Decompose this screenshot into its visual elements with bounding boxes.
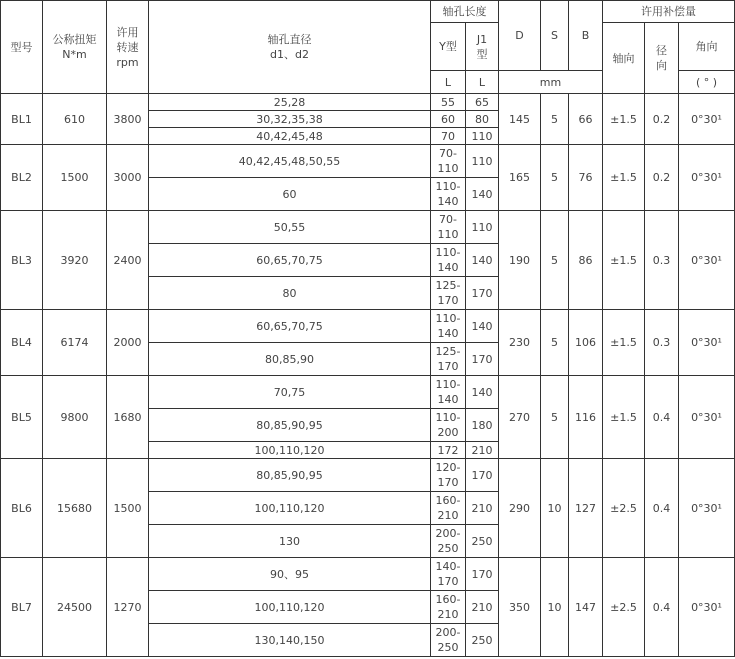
bore-cell: 60,65,70,75 — [149, 310, 431, 343]
header-angular-unit: ( ° ) — [679, 71, 735, 94]
j1-length-cell: 140 — [466, 376, 499, 409]
model-cell: BL4 — [1, 310, 43, 376]
bore-cell: 80,85,90,95 — [149, 459, 431, 492]
y-length-cell: 160- 210 — [431, 492, 466, 525]
speed-cell: 1270 — [107, 558, 149, 657]
S-cell: 5 — [541, 376, 569, 459]
angular-cell: 0°30¹ — [679, 211, 735, 310]
y-length-cell: 70 — [431, 128, 466, 145]
speed-cell: 1500 — [107, 459, 149, 558]
bore-cell: 130,140,150 — [149, 624, 431, 657]
header-speed: 许用 转速 rpm — [107, 1, 149, 94]
header-angular: 角向 — [679, 23, 735, 71]
radial-cell: 0.4 — [645, 558, 679, 657]
angular-cell: 0°30¹ — [679, 558, 735, 657]
bore-cell: 60 — [149, 178, 431, 211]
header-axial: 轴向 — [603, 23, 645, 94]
axial-cell: ±1.5 — [603, 211, 645, 310]
j1-length-cell: 110 — [466, 211, 499, 244]
header-torque: 公称扭矩 N*m — [43, 1, 107, 94]
j1-length-cell: 210 — [466, 591, 499, 624]
B-cell: 127 — [569, 459, 603, 558]
radial-cell: 0.3 — [645, 310, 679, 376]
bore-cell: 40,42,45,48,50,55 — [149, 145, 431, 178]
header-model: 型号 — [1, 1, 43, 94]
angular-cell: 0°30¹ — [679, 376, 735, 459]
j1-length-cell: 170 — [466, 459, 499, 492]
axial-cell: ±1.5 — [603, 310, 645, 376]
radial-cell: 0.4 — [645, 376, 679, 459]
y-length-cell: 172 — [431, 442, 466, 459]
B-cell: 147 — [569, 558, 603, 657]
bore-cell: 80,85,90,95 — [149, 409, 431, 442]
axial-cell: ±1.5 — [603, 376, 645, 459]
model-cell: BL6 — [1, 459, 43, 558]
B-cell: 86 — [569, 211, 603, 310]
torque-cell: 15680 — [43, 459, 107, 558]
y-length-cell: 160- 210 — [431, 591, 466, 624]
j1-length-cell: 110 — [466, 128, 499, 145]
torque-cell: 3920 — [43, 211, 107, 310]
table-row — [1, 558, 735, 591]
axial-cell: ±1.5 — [603, 145, 645, 211]
angular-cell: 0°30¹ — [679, 94, 735, 145]
D-cell: 230 — [499, 310, 541, 376]
axial-cell: ±2.5 — [603, 459, 645, 558]
S-cell: 10 — [541, 558, 569, 657]
radial-cell: 0.3 — [645, 211, 679, 310]
B-cell: 76 — [569, 145, 603, 211]
header-j1-type: J1 型 — [466, 23, 499, 71]
j1-length-cell: 210 — [466, 442, 499, 459]
bore-cell: 25,28 — [149, 94, 431, 111]
header-compensation: 许用补偿量 — [603, 1, 735, 23]
model-cell: BL3 — [1, 211, 43, 310]
model-cell: BL2 — [1, 145, 43, 211]
spec-table-body — [1, 94, 735, 657]
y-length-cell: 110- 140 — [431, 244, 466, 277]
header-radial: 径 向 — [645, 23, 679, 94]
torque-cell: 6174 — [43, 310, 107, 376]
y-length-cell: 125- 170 — [431, 277, 466, 310]
D-cell: 190 — [499, 211, 541, 310]
torque-cell: 1500 — [43, 145, 107, 211]
D-cell: 270 — [499, 376, 541, 459]
D-cell: 165 — [499, 145, 541, 211]
axial-cell: ±1.5 — [603, 94, 645, 145]
j1-length-cell: 80 — [466, 111, 499, 128]
header-L-j1: L — [466, 71, 499, 94]
table-row — [1, 94, 735, 111]
bore-cell: 70,75 — [149, 376, 431, 409]
header-S: S — [541, 1, 569, 71]
y-length-cell: 70- 110 — [431, 145, 466, 178]
header-unit-mm: mm — [499, 71, 603, 94]
speed-cell: 2400 — [107, 211, 149, 310]
table-row — [1, 145, 735, 178]
header-D: D — [499, 1, 541, 71]
bore-cell: 100,110,120 — [149, 492, 431, 525]
torque-cell: 9800 — [43, 376, 107, 459]
S-cell: 5 — [541, 310, 569, 376]
y-length-cell: 60 — [431, 111, 466, 128]
bore-cell: 60,65,70,75 — [149, 244, 431, 277]
radial-cell: 0.2 — [645, 94, 679, 145]
j1-length-cell: 170 — [466, 558, 499, 591]
j1-length-cell: 250 — [466, 525, 499, 558]
table-row — [1, 310, 735, 343]
table-row — [1, 376, 735, 409]
radial-cell: 0.4 — [645, 459, 679, 558]
S-cell: 10 — [541, 459, 569, 558]
bore-cell: 100,110,120 — [149, 442, 431, 459]
speed-cell: 1680 — [107, 376, 149, 459]
axial-cell: ±2.5 — [603, 558, 645, 657]
table-row — [1, 459, 735, 492]
S-cell: 5 — [541, 211, 569, 310]
S-cell: 5 — [541, 94, 569, 145]
table-row — [1, 211, 735, 244]
bore-cell: 90、95 — [149, 558, 431, 591]
j1-length-cell: 110 — [466, 145, 499, 178]
angular-cell: 0°30¹ — [679, 145, 735, 211]
S-cell: 5 — [541, 145, 569, 211]
j1-length-cell: 170 — [466, 277, 499, 310]
D-cell: 145 — [499, 94, 541, 145]
radial-cell: 0.2 — [645, 145, 679, 211]
y-length-cell: 125- 170 — [431, 343, 466, 376]
D-cell: 290 — [499, 459, 541, 558]
y-length-cell: 55 — [431, 94, 466, 111]
angular-cell: 0°30¹ — [679, 310, 735, 376]
j1-length-cell: 65 — [466, 94, 499, 111]
speed-cell: 3800 — [107, 94, 149, 145]
header-L-y: L — [431, 71, 466, 94]
speed-cell: 2000 — [107, 310, 149, 376]
j1-length-cell: 250 — [466, 624, 499, 657]
j1-length-cell: 140 — [466, 178, 499, 211]
y-length-cell: 110- 140 — [431, 376, 466, 409]
header-B: B — [569, 1, 603, 71]
j1-length-cell: 140 — [466, 310, 499, 343]
model-cell: BL5 — [1, 376, 43, 459]
angular-cell: 0°30¹ — [679, 459, 735, 558]
D-cell: 350 — [499, 558, 541, 657]
bore-cell: 80 — [149, 277, 431, 310]
torque-cell: 610 — [43, 94, 107, 145]
model-cell: BL7 — [1, 558, 43, 657]
y-length-cell: 70- 110 — [431, 211, 466, 244]
y-length-cell: 140- 170 — [431, 558, 466, 591]
bore-cell: 30,32,35,38 — [149, 111, 431, 128]
y-length-cell: 110- 140 — [431, 178, 466, 211]
B-cell: 116 — [569, 376, 603, 459]
B-cell: 106 — [569, 310, 603, 376]
j1-length-cell: 210 — [466, 492, 499, 525]
bore-cell: 130 — [149, 525, 431, 558]
bore-cell: 40,42,45,48 — [149, 128, 431, 145]
torque-cell: 24500 — [43, 558, 107, 657]
y-length-cell: 120- 170 — [431, 459, 466, 492]
j1-length-cell: 180 — [466, 409, 499, 442]
header-row-1 — [1, 1, 735, 23]
bore-cell: 50,55 — [149, 211, 431, 244]
bore-cell: 100,110,120 — [149, 591, 431, 624]
j1-length-cell: 170 — [466, 343, 499, 376]
model-cell: BL1 — [1, 94, 43, 145]
header-y-type: Y型 — [431, 23, 466, 71]
y-length-cell: 110- 200 — [431, 409, 466, 442]
y-length-cell: 110- 140 — [431, 310, 466, 343]
bore-cell: 80,85,90 — [149, 343, 431, 376]
y-length-cell: 200- 250 — [431, 525, 466, 558]
y-length-cell: 200- 250 — [431, 624, 466, 657]
B-cell: 66 — [569, 94, 603, 145]
header-hub-length: 轴孔长度 — [431, 1, 499, 23]
speed-cell: 3000 — [107, 145, 149, 211]
header-bore: 轴孔直径 d1、d2 — [149, 1, 431, 94]
j1-length-cell: 140 — [466, 244, 499, 277]
